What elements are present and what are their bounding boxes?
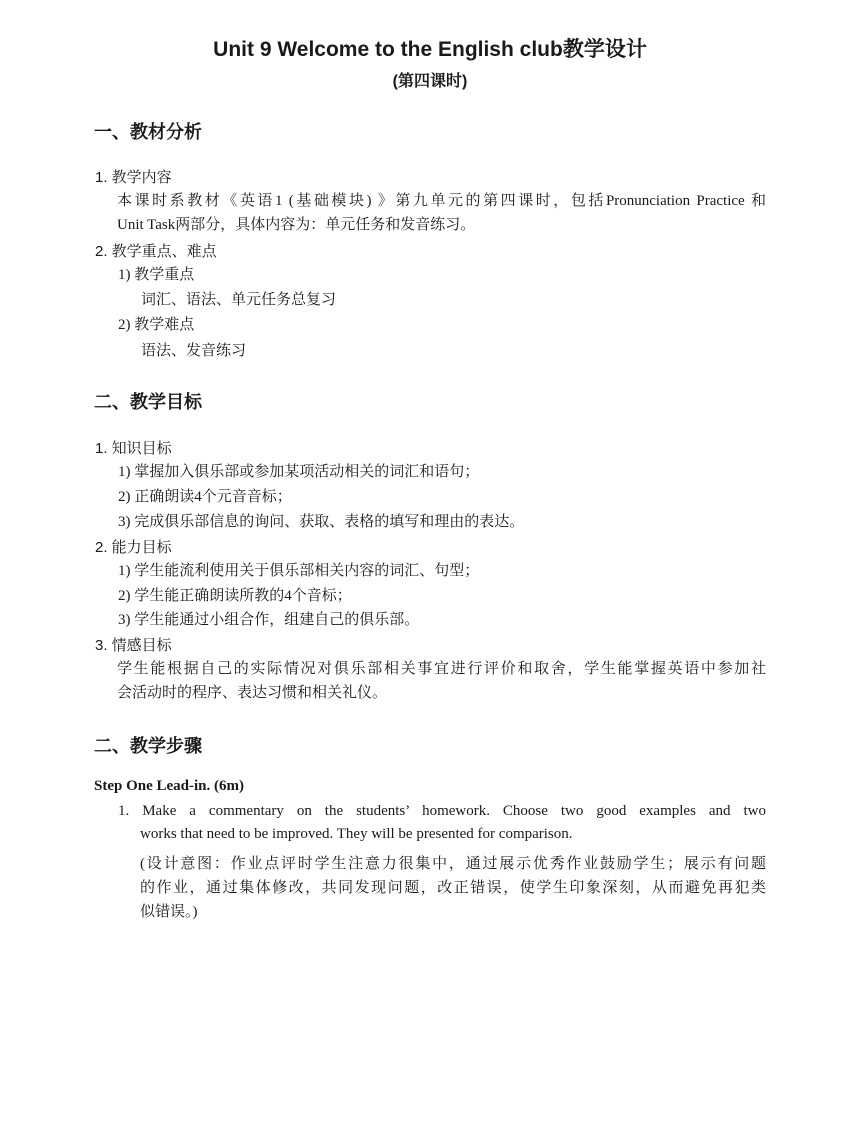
design-intent-line-2: 的作业，通过集体修改，共同发现问题，改正错误，使学生印象深刻，从而避免再犯类 — [140, 880, 766, 896]
teaching-content-line-1: 本课时系教材《英语1 (基础模块) 》第九单元的第四课时，包括Pronunciation Practice 和 — [117, 193, 766, 209]
item-knowledge-objectives-label: 1. 知识目标 — [95, 440, 172, 457]
design-intent-line-1: (设计意图：作业点评时学生注意力很集中，通过展示优秀作业鼓励学生；展示有问题 — [140, 856, 766, 872]
document-subtitle: (第四课时) — [392, 73, 468, 90]
sub-difficult-points-text: 语法、发音练习 — [141, 343, 247, 359]
emotion-objectives-line-2: 会活动时的程序、表达习惯和相关礼仪。 — [117, 685, 388, 701]
list-item: 2) 正确朗读4个元音音标； — [118, 489, 292, 505]
emotion-objectives-line-1: 学生能根据自己的实际情况对俱乐部相关事宜进行评价和取舍，学生能掌握英语中参加社 — [117, 661, 766, 677]
design-intent-line-3: 似错误。) — [140, 904, 198, 920]
list-item: 3) 学生能通过小组合作，组建自己的俱乐部。 — [118, 612, 420, 628]
step-one-item-line-1: 1. Make a commentary on the students’ homework. Choose two good examples and two — [118, 803, 766, 819]
sub-key-points-label: 1) 教学重点 — [118, 267, 195, 283]
section-heading-teaching-steps: 二、教学步骤 — [94, 736, 202, 756]
step-one-item-line-2: works that need to be improved. They will be presented for comparison. — [140, 826, 573, 842]
section-heading-textbook-analysis: 一、教材分析 — [94, 122, 202, 142]
document-title: Unit 9 Welcome to the English club教学设计 — [213, 38, 647, 61]
item-teaching-content-label: 1. 教学内容 — [95, 169, 172, 186]
teaching-content-line-2: Unit Task两部分，具体内容为：单元任务和发音练习。 — [117, 217, 476, 233]
list-item: 3) 完成俱乐部信息的询问、获取、表格的填写和理由的表达。 — [118, 514, 525, 530]
sub-key-points-text: 词汇、语法、单元任务总复习 — [141, 292, 337, 308]
section-heading-teaching-objectives: 二、教学目标 — [94, 392, 202, 412]
sub-difficult-points-label: 2) 教学难点 — [118, 317, 195, 333]
item-key-difficult-points-label: 2. 教学重点、难点 — [95, 243, 217, 260]
list-item: 1) 掌握加入俱乐部或参加某项活动相关的词汇和语句； — [118, 464, 480, 480]
list-item: 1) 学生能流利使用关于俱乐部相关内容的词汇、句型； — [118, 563, 480, 579]
item-ability-objectives-label: 2. 能力目标 — [95, 539, 172, 556]
list-item: 2) 学生能正确朗读所教的4个音标； — [118, 588, 352, 604]
step-one-title: Step One Lead-in. (6m) — [94, 778, 244, 794]
item-emotion-objectives-label: 3. 情感目标 — [95, 637, 172, 654]
